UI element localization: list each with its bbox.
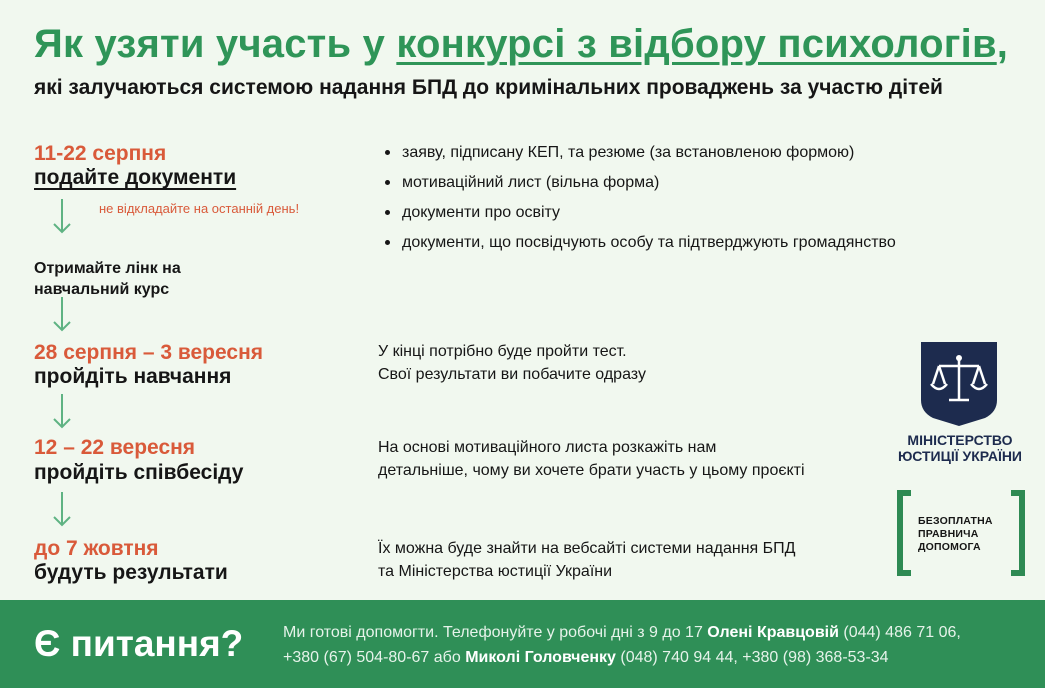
arrow-down-icon [52, 199, 72, 235]
bpd-logo-bracket-left [897, 490, 911, 576]
step-date-submit: 11-22 серпня [34, 142, 167, 165]
documents-list [385, 142, 896, 262]
interview-description: На основі мотиваційного листа розкажіть нам детальніше, чому ви хочете брати участь у цьому проєкті [378, 439, 805, 479]
page-subtitle: які залучаються системою надання БПД до кримінальних проваджень за участю дітей [34, 76, 943, 99]
step-date-interview: 12 – 22 вересня [34, 436, 196, 459]
step-action-interview: пройдіть співбесіду [34, 461, 244, 484]
bpd-logo-bracket-right [1011, 490, 1025, 576]
arrow-down-icon [52, 394, 72, 430]
footer-question: Є питання? [34, 623, 244, 664]
step-action-submit: подайте документи [34, 166, 237, 189]
footer-contacts: Ми готові допомогти. Телефонуйте у робочі дні з 9 до 17 Олені Кравцовій (044) 486 71 06, +380 (67) 504-80-67 або Миколі Головченку (048) 740 94 44, +380 (98) 368-53-34 [283, 624, 961, 666]
list-item: документи про освіту [385, 202, 896, 232]
bpd-logo-text: БЕЗОПЛАТНА ПРАВНИЧА ДОПОМОГА [918, 515, 993, 553]
contact-name: Миколі Головченку [465, 649, 616, 666]
step-action-results: будуть результати [34, 561, 228, 584]
step-date-results: до 7 жовтня [34, 537, 159, 560]
list-item: мотиваційний лист (вільна форма) [385, 172, 896, 202]
step-date-training: 28 серпня – 3 вересня [34, 341, 264, 364]
list-item: заяву, підписану КЕП, та резюме (за встановленою формою) [385, 142, 896, 172]
deadline-note: не відкладайте на останній день! [99, 201, 300, 216]
training-description: У кінці потрібно буде пройти тест. Свої результати ви побачите одразу [378, 343, 646, 383]
ministry-logo [917, 338, 1001, 428]
ministry-logo-text: МІНІСТЕРСТВО ЮСТИЦІЇ УКРАЇНИ [897, 432, 1022, 464]
page-title: Як узяти участь у конкурсі з відбору психологів, [34, 22, 1009, 66]
arrow-down-icon [52, 297, 72, 333]
step-action-training: пройдіть навчання [34, 365, 232, 388]
title-highlight: конкурсі з відбору психологів [396, 22, 997, 66]
course-link-step: Отримайте лінк на навчальний курс [34, 260, 181, 298]
arrow-down-icon [52, 492, 72, 528]
list-item: документи, що посвідчують особу та підтверджують громадянство [385, 232, 896, 262]
results-description: Їх можна буде знайти на вебсайті системи надання БПД та Міністерства юстиції України [378, 540, 796, 580]
contact-name: Олені Кравцовій [707, 624, 839, 641]
